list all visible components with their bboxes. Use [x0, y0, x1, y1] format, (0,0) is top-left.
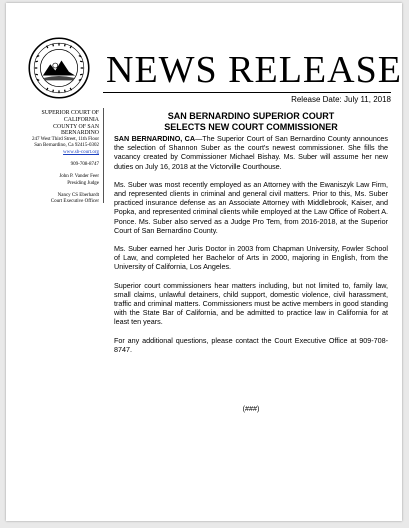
executive-officer-title: Court Executive Officer: [50, 199, 99, 205]
document-page: [6, 3, 402, 521]
presiding-judge-name: John P. Vander Feer: [59, 174, 99, 180]
court-phone: 909-708-8747: [70, 162, 99, 168]
news-release-title: NEWS RELEASE: [106, 49, 402, 91]
court-name-line1: SUPERIOR COURT OF: [41, 110, 99, 116]
court-contact-sidebar: [18, 110, 99, 206]
dateline: SAN BERNARDINO, CA: [114, 134, 196, 143]
court-website-link[interactable]: www.sb-court.org: [63, 149, 99, 155]
paragraph-3: Ms. Suber earned her Juris Doctor in 2003 from Chapman University, Fowler School of Law, and completed her Bachelor of Arts in 2000, majoring in English, from the University of California, Los Angeles.: [114, 244, 388, 272]
paragraph-1-text: —The Superior Court of San Bernardino County announces the selection of Shannon Suber as the court's newest commissioner. She fills the vacancy created by Commissioner Michael Bishay. Ms. Suber will assume her new duties on July 16, 2018 at the Victorville Courthouse.: [114, 134, 389, 171]
executive-officer-name: Nancy CS Eberhardt: [57, 192, 99, 198]
court-address-line1: 247 West Third Street, 11th Floor: [31, 137, 99, 143]
sidebar-divider: [103, 108, 104, 203]
article-body: [114, 134, 388, 363]
article-title-line2: SELECTS NEW COURT COMMISSIONER: [164, 122, 338, 132]
court-name-line2: CALIFORNIA: [63, 116, 99, 123]
paragraph-1: [114, 134, 388, 171]
paragraph-4: Superior court commissioners hear matters including, but not limited to, family law, small claims, unlawful detainers, child support, domestic violence, civil harassment, traffic and criminal matters. Commissioners must be active members in good standing with the State Bar of California, and be admitted to practice law in California for at least ten years.: [114, 280, 388, 327]
header-divider: [103, 92, 391, 93]
release-date: Release Date: July 11, 2018: [291, 95, 391, 104]
article-title-line1: SAN BERNARDINO SUPERIOR COURT: [167, 111, 335, 121]
closing-mark: (###): [242, 404, 260, 413]
court-name-line3: COUNTY OF SAN BERNARDINO: [53, 123, 99, 137]
article-title: [114, 111, 388, 133]
paragraph-5: For any additional questions, please contact the Court Executive Office at 909-708-8747.: [114, 335, 388, 354]
paragraph-2: Ms. Suber was most recently employed as an Attorney with the Ewaniszyk Law Firm, and represented clients in criminal and general civil matters. Prior to this, Ms. Suber practiced insurance defense as an Associate Attorney with Middlebrook, Kaiser, and Popka, and represented criminal clients while employed at the Law Office of Robert A. Ponce. Ms. Suber also served as a Judge Pro Tem, from 2016-2018, at the Superior Court of San Bernardino County.: [114, 179, 388, 235]
court-seal-icon: [28, 37, 90, 99]
court-address-line2: San Bernardino, Ca 92415-0302: [34, 143, 99, 149]
presiding-judge-title: Presiding Judge: [67, 180, 99, 186]
